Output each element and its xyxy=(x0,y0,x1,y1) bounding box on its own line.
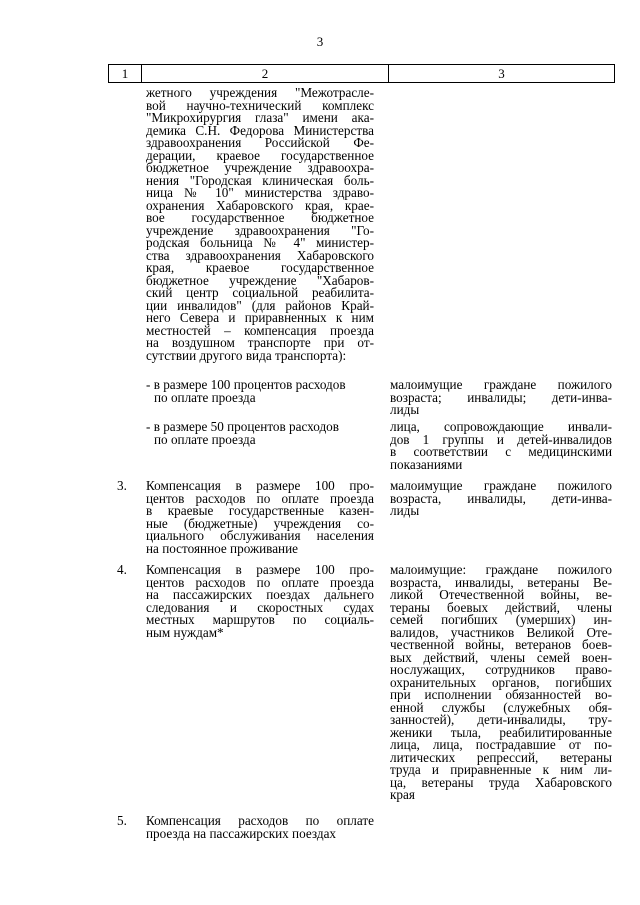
row-4-description xyxy=(146,564,374,639)
text-line: ции инвалидов" (для районов Край- xyxy=(146,297,374,313)
text-line: на воздушном транспорте при от- xyxy=(146,335,374,350)
text-line: на постоянное проживание xyxy=(146,540,299,556)
text-line: малоимущие: граждане пожилого xyxy=(390,562,612,577)
text-line: жетного учреждения "Межотрасле- xyxy=(146,85,374,100)
text-line: ница № 10" министерства здраво- xyxy=(146,185,374,200)
text-line: лиды xyxy=(390,402,420,417)
header-col-3: 3 xyxy=(498,66,505,81)
text-line: семей погибших (умерших) ин- xyxy=(390,612,612,627)
row-5-description xyxy=(146,815,374,840)
text-line: проезда на пассажирских поездах xyxy=(146,825,337,841)
text-line: возраста, инвалиды, дети-инва- xyxy=(390,490,612,506)
row-5-number: 5. xyxy=(117,813,127,828)
text-line: по оплате проезда xyxy=(154,389,256,405)
continued-row-text xyxy=(146,87,374,362)
text-line: при исполнении обязанностей во- xyxy=(390,687,612,702)
row-3-recipients xyxy=(390,480,612,518)
text-line: Компенсация расходов по оплате xyxy=(146,813,374,828)
page-number: 3 xyxy=(316,34,324,49)
text-line: ца, ветераны труда Хабаровского xyxy=(390,774,612,790)
text-line: енной службы (служебных обя- xyxy=(390,699,612,715)
text-line: - в размере 50 процентов расходов xyxy=(146,419,339,434)
text-line: лица, сопровождающие инвали- xyxy=(390,419,612,434)
text-line: края xyxy=(390,787,415,802)
text-line: возраста, инвалиды, ветераны Ве- xyxy=(390,574,612,590)
header-col-1: 1 xyxy=(121,66,129,81)
text-line: дерации, краевое государственное xyxy=(146,147,374,163)
text-line: местностей – компенсация проезда xyxy=(146,322,374,338)
text-line: валидов, участников Великой Оте- xyxy=(390,624,612,640)
text-line: нения "Городская клиническая боль- xyxy=(146,172,374,188)
text-line: по оплате проезда xyxy=(154,431,256,447)
text-line: тераны боевых действий, члены xyxy=(390,599,612,615)
text-line: здравоохранения Российской Фе- xyxy=(146,135,374,150)
text-line: бюджетное учреждение здравоохра- xyxy=(146,160,374,175)
text-line: местных маршрутов по социаль- xyxy=(146,612,374,627)
subitem-50-percent xyxy=(146,421,374,446)
text-line: труда и приравненные к ним ли- xyxy=(390,762,612,777)
text-line: малоимущие граждане пожилого xyxy=(390,478,612,493)
text-line: лица, лица, пострадавшие от по- xyxy=(390,737,612,752)
text-line: лиды xyxy=(390,503,420,518)
text-line: ным нуждам* xyxy=(146,624,224,640)
text-line: учреждение здравоохранения "Го- xyxy=(146,222,374,238)
table-header xyxy=(108,64,615,83)
text-line: родская больница № 4" министер- xyxy=(146,235,374,250)
text-line: Компенсация в размере 100 про- xyxy=(146,562,374,577)
text-line: "Микрохирургия глаза" имени ака- xyxy=(146,110,374,125)
text-line: центов расходов по оплате проезда xyxy=(146,574,374,590)
text-line: занностей), дети-инвалиды, тру- xyxy=(390,712,612,727)
text-line: бюджетное учреждение "Хабаров- xyxy=(146,272,374,288)
text-line: охранения Хабаровского края, крае- xyxy=(146,197,374,213)
text-line: Компенсация в размере 100 про- xyxy=(146,478,374,493)
text-line: малоимущие граждане пожилого xyxy=(390,377,612,392)
text-line: чественной войны, ветеранов боев- xyxy=(390,637,612,652)
text-line: ликой Отечественной войны, ве- xyxy=(390,587,612,602)
text-line: сутствии другого вида транспорта): xyxy=(146,347,347,363)
text-line: вых действий, члены семей воен- xyxy=(390,649,612,665)
text-line: ства здравоохранения Хабаровского xyxy=(146,247,374,263)
text-line: ский центр социальной реабилита- xyxy=(146,285,374,300)
text-line: края, краевое государственное xyxy=(146,260,374,275)
text-line: возраста; инвалиды; дети-инва- xyxy=(390,389,612,405)
text-line: нослужащих, сотрудников право- xyxy=(390,662,612,677)
subitem-100-recipients xyxy=(390,379,612,417)
header-col-2: 2 xyxy=(261,66,269,81)
row-3-number: 3. xyxy=(117,478,127,493)
text-line: дов 1 группы и детей-инвалидов xyxy=(390,431,612,447)
text-line: - в размере 100 процентов расходов xyxy=(146,377,346,392)
row-4-number: 4. xyxy=(117,562,127,577)
text-line: в соответствии с медицинскими xyxy=(390,444,612,459)
subitem-100-percent xyxy=(146,379,374,404)
text-line: вое государственное бюджетное xyxy=(146,210,374,225)
text-line: центов расходов по оплате проезда xyxy=(146,490,374,506)
text-line: циального обслуживания населения xyxy=(146,528,374,543)
text-line: него Севера и приравненных к ним xyxy=(146,310,374,325)
text-line: демика С.Н. Федорова Министерства xyxy=(146,122,374,138)
text-line: охранительных органов, погибших xyxy=(390,674,612,690)
row-3-description xyxy=(146,480,374,555)
text-line: литических репрессий, ветераны xyxy=(390,749,612,765)
text-line: следования и скоростных судах xyxy=(146,599,374,615)
subitem-50-recipients xyxy=(390,421,612,471)
text-line: на пассажирских поездах дальнего xyxy=(146,587,374,602)
text-line: вой научно-технический комплекс xyxy=(146,97,374,113)
text-line: в краевые государственные казен- xyxy=(146,503,374,518)
row-4-recipients xyxy=(390,564,612,802)
text-line: ные (бюджетные) учреждения со- xyxy=(146,515,374,531)
text-line: женики тыла, реабилитированные xyxy=(390,724,612,740)
text-line: показаниями xyxy=(390,456,463,472)
